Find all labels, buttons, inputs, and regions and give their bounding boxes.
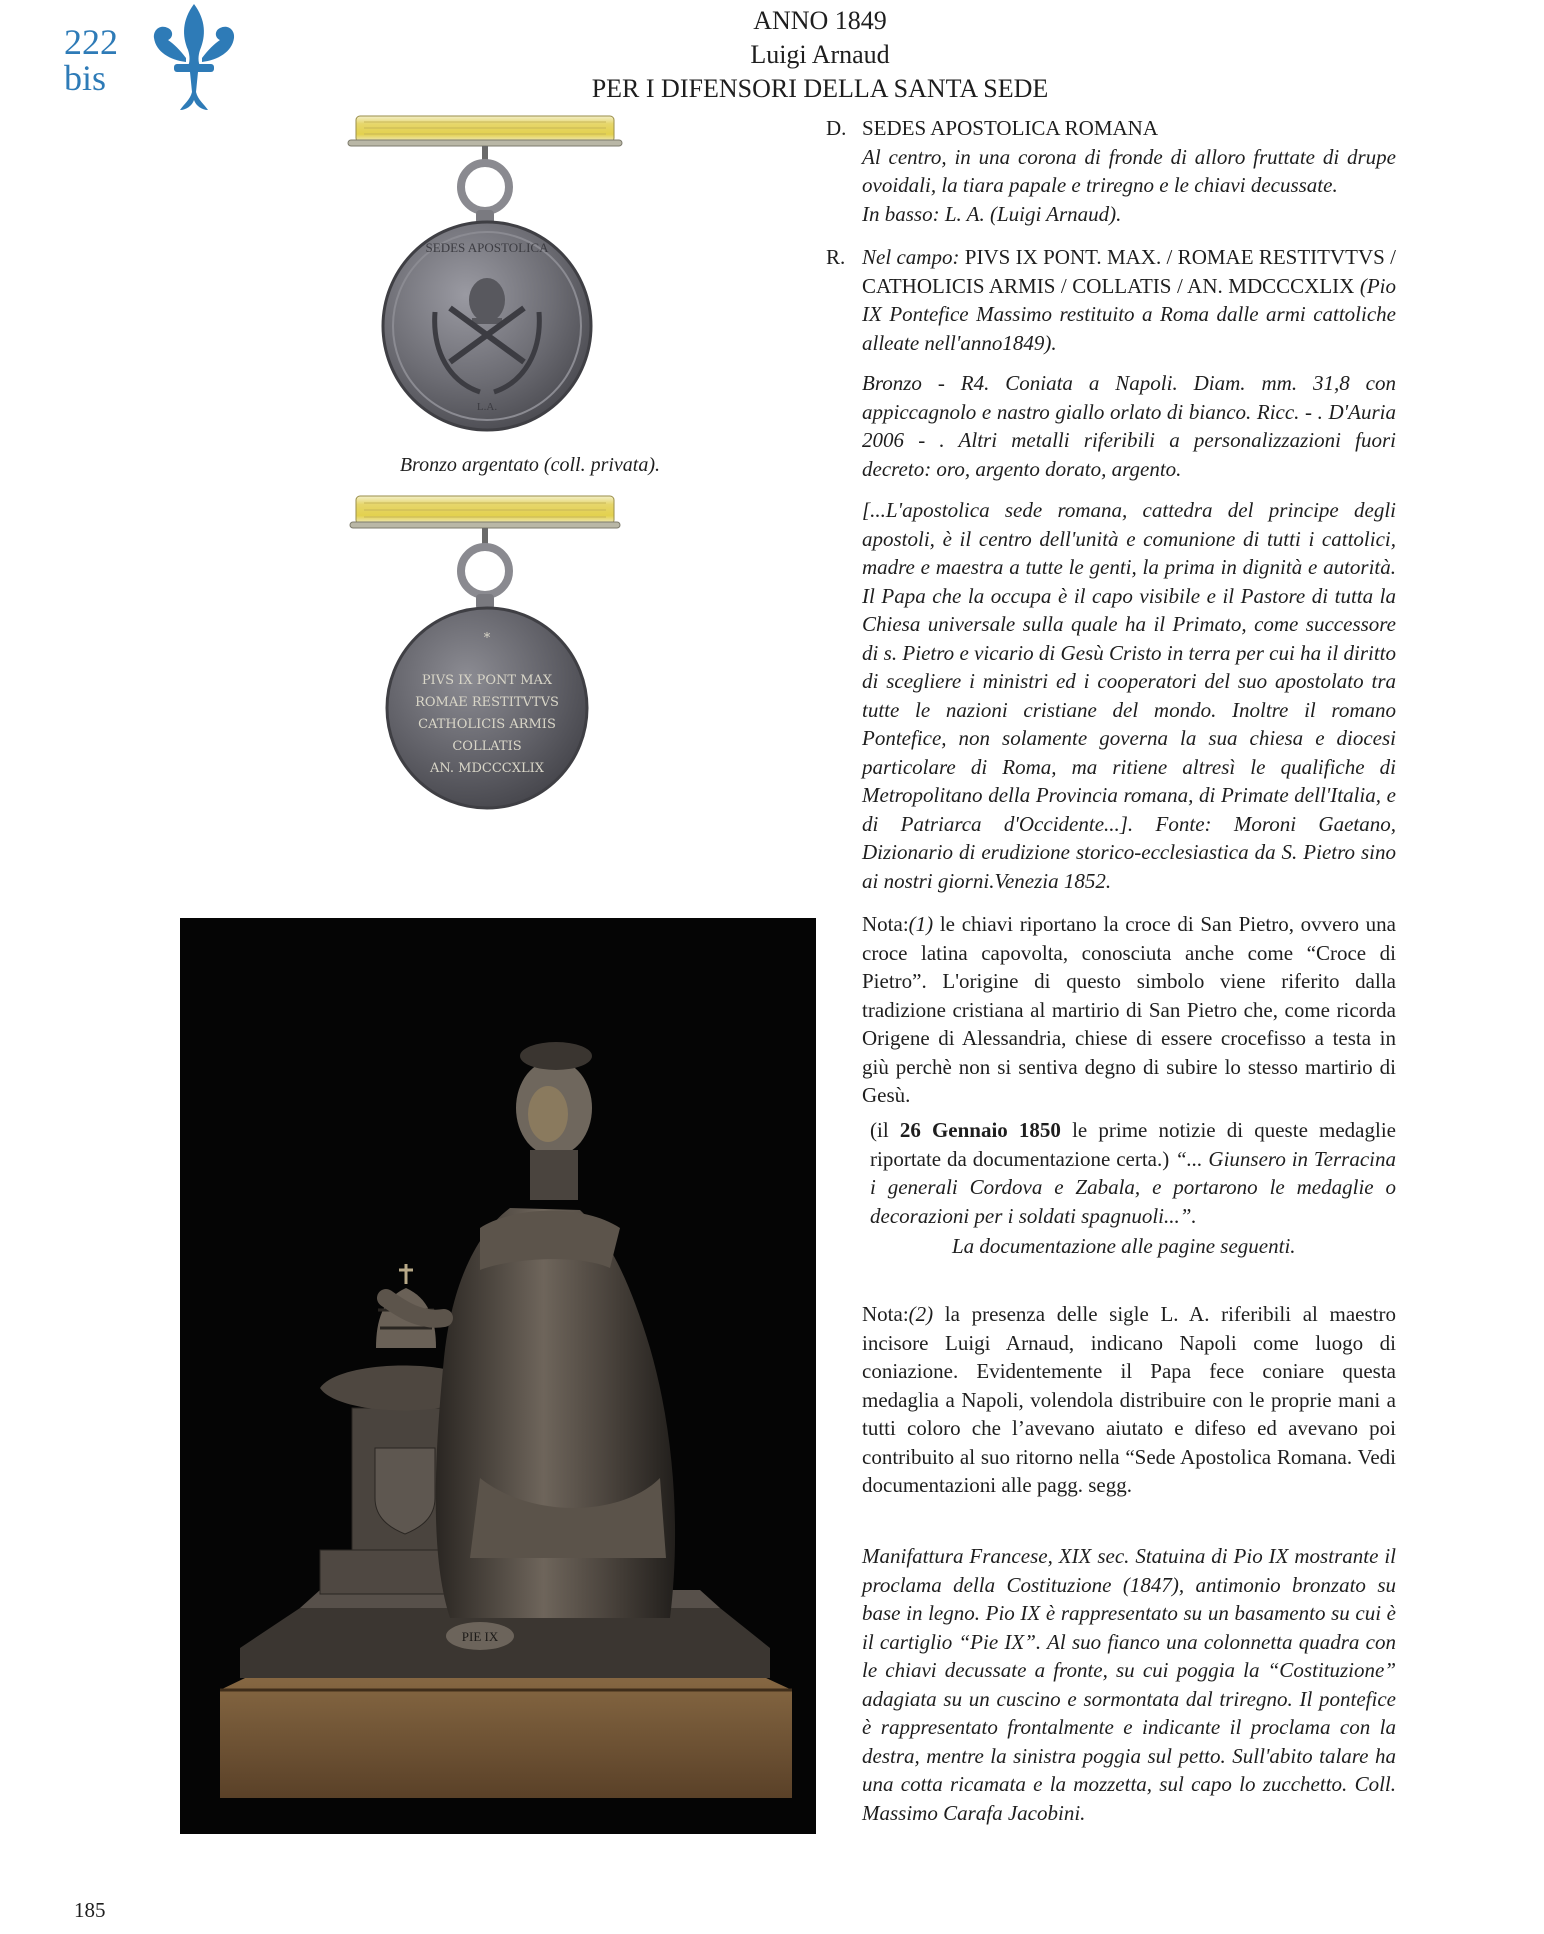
medal-reverse-line-5: AN. MDCCCXLIX <box>429 761 545 776</box>
folio-number: 185 <box>74 1898 106 1922</box>
note-2-num: (2) <box>908 1302 934 1326</box>
statue-photo <box>180 918 816 1834</box>
medal-reverse-image <box>340 492 640 822</box>
obverse-section <box>826 114 1396 228</box>
reverse-label: R. <box>826 245 846 269</box>
note-2 <box>862 1300 1396 1500</box>
dated-note-quote: “... Giunsero in Terracina i generali Cordova e Zabala, e portarono le medaglie o decorazioni per i soldati spagnuoli...”. <box>870 1146 1396 1228</box>
page-number <box>64 24 152 96</box>
note-1-text: le chiavi riportano la croce di San Pietro, ovvero una croce latina capovolta, conosciuta anche come “Croce di Pietro”. L'origine di questo simbolo viene riferito dalla tradizione cristiana al martirio di San Pietro che, come ricorda Origene di Alessandria, chiese di essere crocefisso a testa in giù perchè non si sentiva degno di subire lo stesso martirio di Gesù. <box>862 912 1396 1107</box>
dated-note <box>870 1116 1396 1230</box>
medal-obverse-initials: L.A. <box>476 401 498 413</box>
see-documentation: La documentazione alle pagine seguenti. <box>952 1234 1296 1258</box>
header-title: PER I DIFENSORI DELLA SANTA SEDE <box>591 74 1049 103</box>
note-1-num: (1) <box>908 912 934 936</box>
page-number-top: 222 <box>64 22 118 62</box>
obverse-description: Al centro, in una corona di fronde di alloro fruttate di drupe ovoidali, la tiara papale e triregno e le chiavi decussate. <box>862 144 1396 197</box>
header-year: ANNO 1849 <box>753 6 887 35</box>
medal-reverse-line-3: CATHOLICIS ARMIS <box>418 717 556 732</box>
medal-reverse-line-4: COLLATIS <box>452 739 522 754</box>
medal-reverse-line-2: ROMAE RESTITVTVS <box>415 695 559 710</box>
medal-reverse-line-1: PIVS IX PONT MAX <box>421 673 553 688</box>
statue-cartouche: PIE IX <box>461 1629 499 1644</box>
fleur-de-lis-icon <box>146 0 242 124</box>
obverse-label: D. <box>826 116 847 140</box>
reverse-field-label: Nel campo: <box>862 245 960 269</box>
note-1-label: Nota: <box>862 912 909 936</box>
medal-obverse-legend: SEDES APOSTOLICA <box>425 240 549 255</box>
reverse-legend: PIVS IX PONT. MAX. / ROMAE RESTITVTVS / CATHOLICIS ARMIS / COLLATIS / AN. MDCCCXLIX <box>862 245 1396 298</box>
note-1 <box>862 910 1396 1110</box>
medal-caption: Bronzo argentato (coll. privata). <box>399 454 660 476</box>
obverse-legend: SEDES APOSTOLICA ROMANA <box>862 116 1158 140</box>
dated-note-text: le prime notizie di queste medaglie riportate da documentazione certa.) <box>870 1118 1396 1171</box>
svg-text:*: * <box>483 631 491 646</box>
quote: [...L'apostolica sede romana, cattedra del principe degli apostoli, è il centro dell'unità e comunione di tutti i cattolici, madre e maestra a tutte le genti, la prima in dignità e autorità. Il Papa che la occupa è il capo visibile e il Pastore di tutta la Chiesa universale sulla quale ha il Primato, come successore di s. Pietro e vicario di Gesù Cristo in terra per cui ha il diritto di scegliere i ministri ed i cooperatori del suo apostolato tra tutte le nazioni cristiane del mondo. Inoltre il romano Pontefice, non solamente governa la sua chiesa e diocesi particolare di Roma, ma ritiene altresì le qualifiche di Metropolitano della Provincia romana, di Primate dell'Italia, e di Patriarca d'Occidente...]. Fonte: Moroni Gaetano, Dizionario di erudizione storico-ecclesiastica da S. Pietro sino ai nostri giorni.Venezia 1852. <box>862 498 1396 893</box>
specs: Bronzo - R4. Coniata a Napoli. Diam. mm. 31,8 con appiccagnolo e nastro giallo orlato di bianco. Ricc. - . D'Auria 2006 - . Altri metalli riferibili a personalizzazioni fuori decreto: oro, argento dorato, argento. <box>862 371 1396 481</box>
reverse-translation: (Pio IX Pontefice Massimo restituito a Roma dalle armi cattoliche alleate nell'anno1849). <box>862 273 1396 355</box>
header-author: Luigi Arnaud <box>750 40 890 69</box>
dated-note-date: 26 Gennaio 1850 <box>899 1118 1061 1142</box>
medal-obverse-image <box>340 112 640 452</box>
page-number-bottom: bis <box>64 58 107 98</box>
reverse-section <box>826 243 1396 357</box>
note-2-text: la presenza delle sigle L. A. riferibili al maestro incisore Luigi Arnaud, indicano Napoli come luogo di coniazione. Evidentemente il Papa fece coniare questa medaglia a Napoli, volendola distribuire con le proprie mani a tutti coloro che l’avevano aiutato e difeso ed avevano poi contribuito al suo ritorno nella “Sede Apostolica Romana. Vedi documentazioni alle pagg. segg. <box>862 1302 1396 1497</box>
obverse-bottom: In basso: L. A. (Luigi Arnaud). <box>862 201 1122 226</box>
note-2-label: Nota: <box>862 1302 909 1326</box>
statue-caption: Manifattura Francese, XIX sec. Statuina di Pio IX mostrante il proclama della Costituzione (1847), antimonio bronzato su base in legno. Pio IX è rappresentato su un basamento su cui è il cartiglio “Pie IX”. Al suo fianco una colonnetta quadra con le chiavi decussate a fronte, su cui poggia la “Costituzione” adagiata su un cuscino e sormontata dal triregno. Il pontefice è rappresentato frontalmente e indicante il proclama con la destra, mentre la sinistra poggia sul petto. Sull'abito talare ha una cotta ricamata e la mozzetta, sul capo lo zucchetto. Coll. Massimo Carafa Jacobini. <box>862 1544 1396 1825</box>
dated-note-open: (il <box>870 1118 900 1142</box>
